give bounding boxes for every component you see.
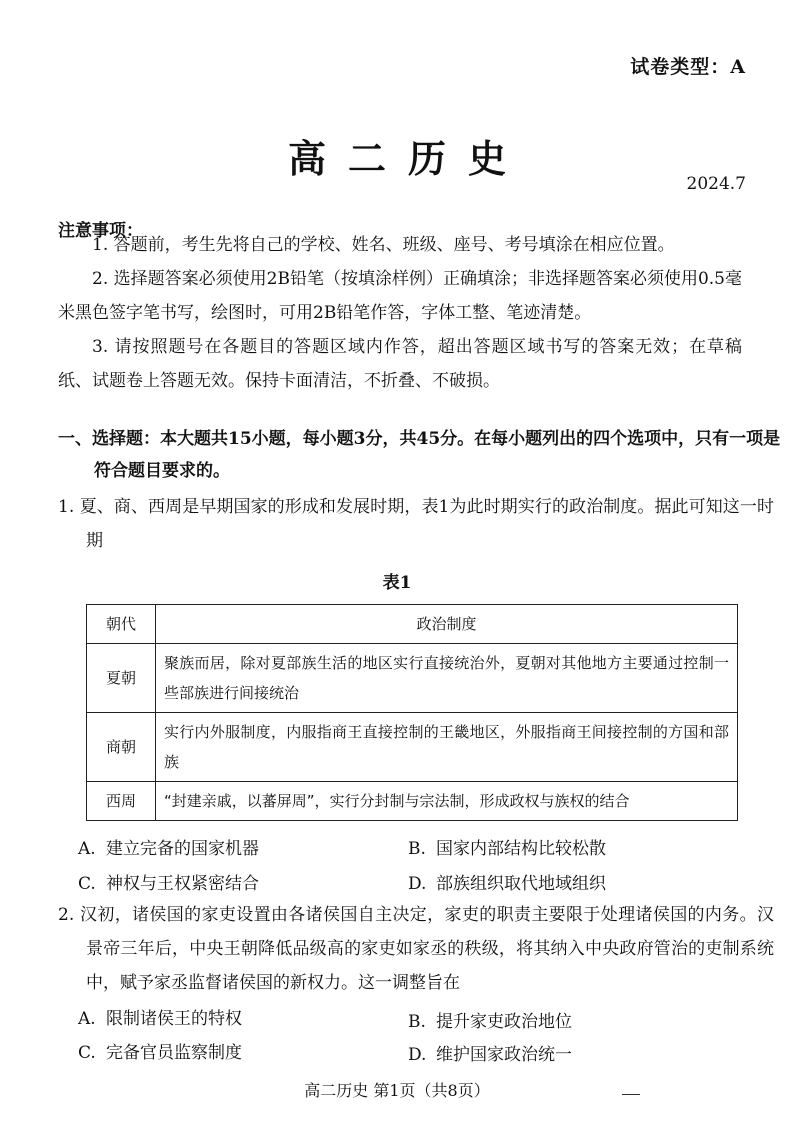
notice-item-3: 3. 请按照题号在各题目的答题区域内作答，超出答题区域书写的答案无效；在草稿纸、试题卷上答题无效。保持卡面清洁，不折叠、不破损。 [58, 337, 742, 391]
table-cell-system: 聚族而居，除对夏部族生活的地区实行直接统治外，夏朝对其他地方主要通过控制一些部族进行间接统治 [156, 644, 738, 713]
q2-option-b [408, 1007, 572, 1032]
option-letter: A. [78, 1009, 96, 1029]
table-row [87, 782, 738, 821]
page-footer: 高二历史 第1页（共8页） [304, 1081, 490, 1100]
option-text: 部族组织取代地域组织 [436, 874, 606, 894]
option-letter: A. [78, 839, 96, 859]
option-letter: C. [78, 874, 96, 894]
table-caption: 表1 [382, 573, 412, 593]
table-cell-system: 实行内外服制度，内服指商王直接控制的王畿地区，外服指商王间接控制的方国和部族 [156, 713, 738, 782]
option-letter: B. [408, 839, 426, 859]
table-header-system: 政治制度 [156, 605, 738, 644]
option-text: 国家内部结构比较松散 [436, 839, 606, 859]
option-letter: D. [408, 1045, 427, 1065]
option-text: 提升家吏政治地位 [436, 1012, 572, 1032]
table-cell-dynasty: 夏朝 [87, 644, 156, 713]
option-letter: B. [408, 1012, 426, 1032]
table-cell-dynasty: 西周 [87, 782, 156, 821]
table-header-dynasty: 朝代 [87, 605, 156, 644]
exam-date: 2024.7 [686, 174, 746, 194]
option-letter: C. [78, 1043, 96, 1063]
option-letter: D. [408, 874, 427, 894]
q2-option-d [408, 1040, 572, 1065]
table-cell-dynasty: 商朝 [87, 713, 156, 782]
table-row [87, 713, 738, 782]
q1-option-b [408, 834, 606, 859]
q1-option-d [408, 869, 606, 894]
notice-item-1: 1. 答题前，考生先将自己的学校、姓名、班级、座号、考号填涂在相应位置。 [92, 235, 675, 255]
option-text: 建立完备的国家机器 [106, 839, 259, 859]
option-text: 限制诸侯王的特权 [106, 1009, 242, 1029]
option-text: 维护国家政治统一 [436, 1045, 572, 1065]
footer-dash [622, 1094, 640, 1095]
section-heading: 一、选择题：本大题共15小题，每小题3分，共45分。在每小题列出的四个选项中，只有一项是符合题目要求的。 [58, 429, 781, 481]
table-header-row [87, 605, 738, 644]
q2-option-c [78, 1038, 242, 1063]
table-row [87, 644, 738, 713]
q1-option-c [78, 869, 259, 894]
option-text: 神权与王权紧密结合 [106, 874, 259, 894]
table-cell-system: “封建亲戚，以蕃屏周”，实行分封制与宗法制，形成政权与族权的结合 [156, 782, 738, 821]
question-2-stem: 2. 汉初，诸侯国的家吏设置由各诸侯国自主决定，家吏的职责主要限于处理诸侯国的内务。汉景帝三年后，中央王朝降低品级高的家吏如家丞的秩级，将其纳入中央政府管治的吏制系统中，赋予家丞监督诸侯国的新权力。这一调整旨在 [58, 905, 774, 993]
exam-type-label: 试卷类型：A [630, 56, 746, 78]
question-1-stem: 1. 夏、商、西周是早期国家的形成和发展时期，表1为此时期实行的政治制度。据此可知这一时期 [58, 497, 774, 551]
page-title: 高二历史 [287, 136, 528, 181]
option-text: 完备官员监察制度 [106, 1043, 242, 1063]
notice-item-2: 2. 选择题答案必须使用2B铅笔（按填涂样例）正确填涂；非选择题答案必须使用0.5毫米黑色签字笔书写，绘图时，可用2B铅笔作答，字体工整、笔迹清楚。 [58, 269, 742, 323]
dynasty-table [86, 604, 738, 821]
q2-option-a [78, 1004, 242, 1029]
notice-heading: 注意事项： [58, 221, 143, 241]
q1-option-a [78, 834, 259, 859]
